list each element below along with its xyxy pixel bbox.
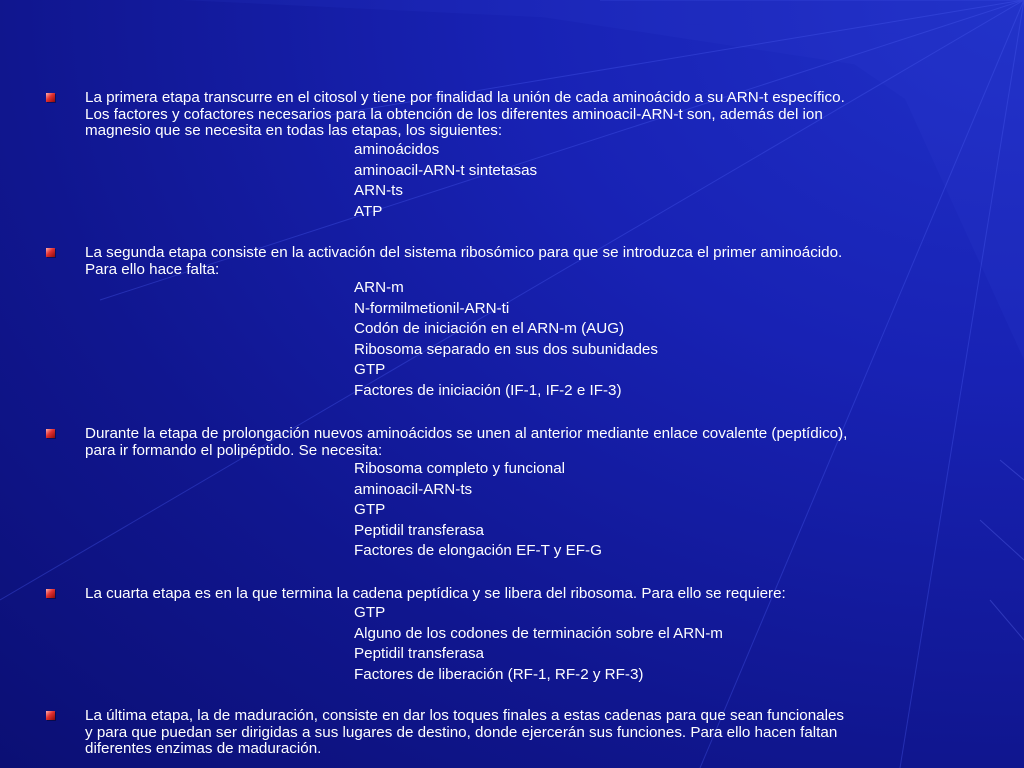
requirement-item: GTP xyxy=(354,361,386,378)
requirement-item: GTP xyxy=(354,501,386,518)
bullet-square-icon xyxy=(46,248,55,257)
paragraph-line: Para ello hace falta: xyxy=(85,260,220,278)
paragraph-line: La primera etapa transcurre en el citosol y tiene por finalidad la unión de cada aminoácido a su ARN-t específico. xyxy=(85,89,845,106)
bullet-paragraph xyxy=(85,586,985,603)
requirement-list xyxy=(354,603,723,685)
requirement-item: Ribosoma separado en sus dos subunidades xyxy=(354,340,658,358)
requirement-item: Codón de iniciación en el ARN-m (AUG) xyxy=(354,320,625,337)
requirement-item: Factores de liberación (RF-1, RF-2 y RF-3) xyxy=(354,665,644,683)
paragraph-line: Los factores y cofactores necesarios para la obtención de los diferentes aminoacil-ARN-t son, además del ion xyxy=(85,105,823,123)
bullet-square-icon xyxy=(46,429,55,438)
requirement-item: Factores de elongación EF-T y EF-G xyxy=(354,542,602,559)
bullet-paragraph xyxy=(85,90,985,140)
paragraph-line: Durante la etapa de prolongación nuevos aminoácidos se unen al anterior mediante enlace covalente (peptídico), xyxy=(85,425,848,442)
bullet-paragraph xyxy=(85,426,985,459)
requirement-item: Peptidil transferasa xyxy=(354,521,485,539)
requirement-item: Factores de iniciación (IF-1, IF-2 e IF-3) xyxy=(354,381,622,399)
requirement-item: N-formilmetionil-ARN-ti xyxy=(354,299,510,317)
bullet-square-icon xyxy=(46,93,55,102)
requirement-item: Peptidil transferasa xyxy=(354,645,485,662)
requirement-item: ATP xyxy=(354,202,383,220)
paragraph-line: para ir formando el polipéptido. Se necesita: xyxy=(85,441,383,459)
requirement-list xyxy=(354,278,658,401)
requirement-list xyxy=(354,459,602,562)
requirement-item: Alguno de los codones de terminación sobre el ARN-m xyxy=(354,624,723,642)
bullet-square-icon xyxy=(46,711,55,720)
requirement-item: aminoacil-ARN-t sintetasas xyxy=(354,161,538,179)
requirement-item: ARN-ts xyxy=(354,182,403,199)
requirement-item: Ribosoma completo y funcional xyxy=(354,460,566,477)
bullet-paragraph xyxy=(85,708,985,758)
bullet-paragraph xyxy=(85,245,985,278)
requirement-item: GTP xyxy=(354,604,386,621)
requirement-item: aminoácidos xyxy=(354,141,440,158)
requirement-item: ARN-m xyxy=(354,279,404,296)
bullet-square-icon xyxy=(46,589,55,598)
paragraph-line: La cuarta etapa es en la que termina la cadena peptídica y se libera del ribosoma. Para ello se requiere: xyxy=(85,585,786,602)
paragraph-line: magnesio que se necesita en todas las etapas, los siguientes: xyxy=(85,122,503,139)
paragraph-line: y para que puedan ser dirigidas a sus lugares de destino, donde ejercerán sus funciones. Para ello hacen faltan xyxy=(85,723,838,741)
requirement-item: aminoacil-ARN-ts xyxy=(354,480,473,498)
paragraph-line: La segunda etapa consiste en la activación del sistema ribosómico para que se introduzca el primer aminoácido. xyxy=(85,244,843,261)
requirement-list xyxy=(354,140,537,222)
paragraph-line: diferentes enzimas de maduración. xyxy=(85,740,322,757)
paragraph-line: La última etapa, la de maduración, consiste en dar los toques finales a estas cadenas para que sean funcionales xyxy=(85,707,845,724)
